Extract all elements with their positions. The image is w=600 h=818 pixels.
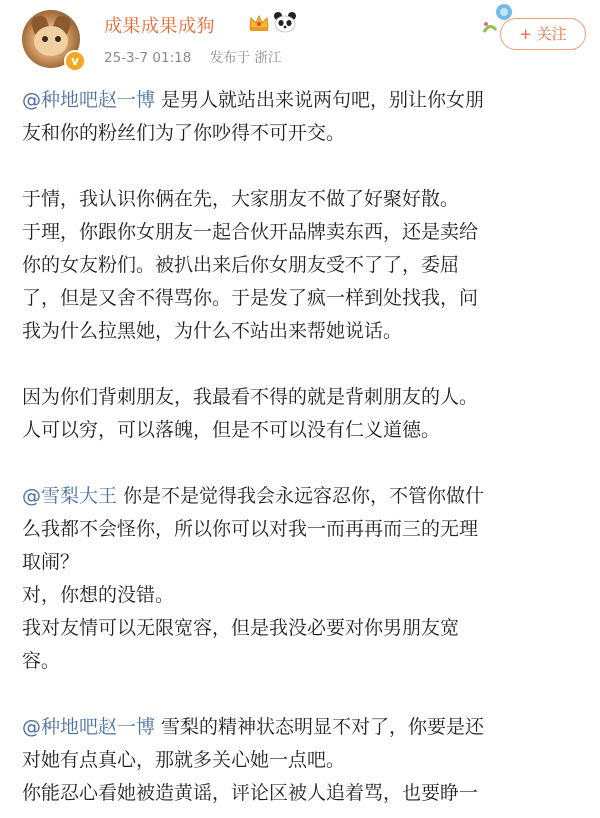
text-line: 于理，你跟你女朋友一起合伙开品牌卖东西，还是卖给 [22,221,479,243]
post-location: 发布于 浙江 [209,50,282,66]
text-line: 我为什么拉黑她，为什么不站出来帮她说话。 [22,320,403,342]
avatar-eye-left [42,36,48,42]
avatar-eye-right [55,36,61,42]
username[interactable]: 成果成果成狗 [104,16,215,37]
panda-icon [273,11,297,33]
avatar-face [34,26,68,56]
post-header [0,0,600,78]
post-date: 25-3-7 01:18 [104,50,192,66]
text-line: 了，但是又舍不得骂你。于是发了疯一样到处找我，问 [22,287,479,309]
paragraph-2 [22,183,582,348]
crown-icon [248,13,270,33]
text-line [22,84,582,117]
paragraph-3 [22,381,582,447]
mention-link[interactable]: @雪梨大王 [22,485,118,507]
text-line: 对她有点真心，那就多关心她一点吧。 [22,749,346,771]
text-line: 友和你的粉丝们为了你吵得不可开交。 [22,122,346,144]
text-line: 取闹？ [22,551,80,573]
text-line: 因为你们背刺朋友，我最看不得的就是背刺朋友的人。 [22,386,479,408]
post-meta [104,46,295,66]
text-line: 人可以穷，可以落魄，但是不可以没有仁义道德。 [22,419,441,441]
text-line: 我对友情可以无限宽容，但是我没必要对你男朋友宽 [22,617,460,639]
text-line: 么我都不会怪你，所以你可以对我一而再再而三的无理 [22,518,479,540]
text-line: 你的女友粉们。被扒出来后你女朋友受不了了，委屈 [22,254,460,276]
text-segment: 是男人就站出来说两句吧，别让你女朋 [155,89,485,111]
post-content [22,84,582,818]
paragraph-5 [22,711,582,810]
mention-link[interactable]: @种地吧赵一博 [22,89,156,111]
text-segment: 雪梨的精神状态明显不对了，你要是还 [155,716,485,738]
text-line [22,480,582,513]
text-line [22,711,582,744]
text-segment: 你是不是觉得我会永远容忍你，不管你做什 [117,485,485,507]
text-line: 容。 [22,650,61,672]
text-line: 对，你想的没错。 [22,584,175,606]
mention-link[interactable]: @种地吧赵一博 [22,716,156,738]
text-line: 于情，我认识你俩在先，大家朋友不做了好聚好散。 [22,188,460,210]
verify-badge-icon: v [64,50,86,72]
follow-button[interactable]: + 关注 [500,18,586,50]
text-line: 你能忍心看她被造黄谣，评论区被人追着骂，也要睁一 [22,782,479,804]
paragraph-1 [22,84,582,150]
paragraph-4 [22,480,582,678]
